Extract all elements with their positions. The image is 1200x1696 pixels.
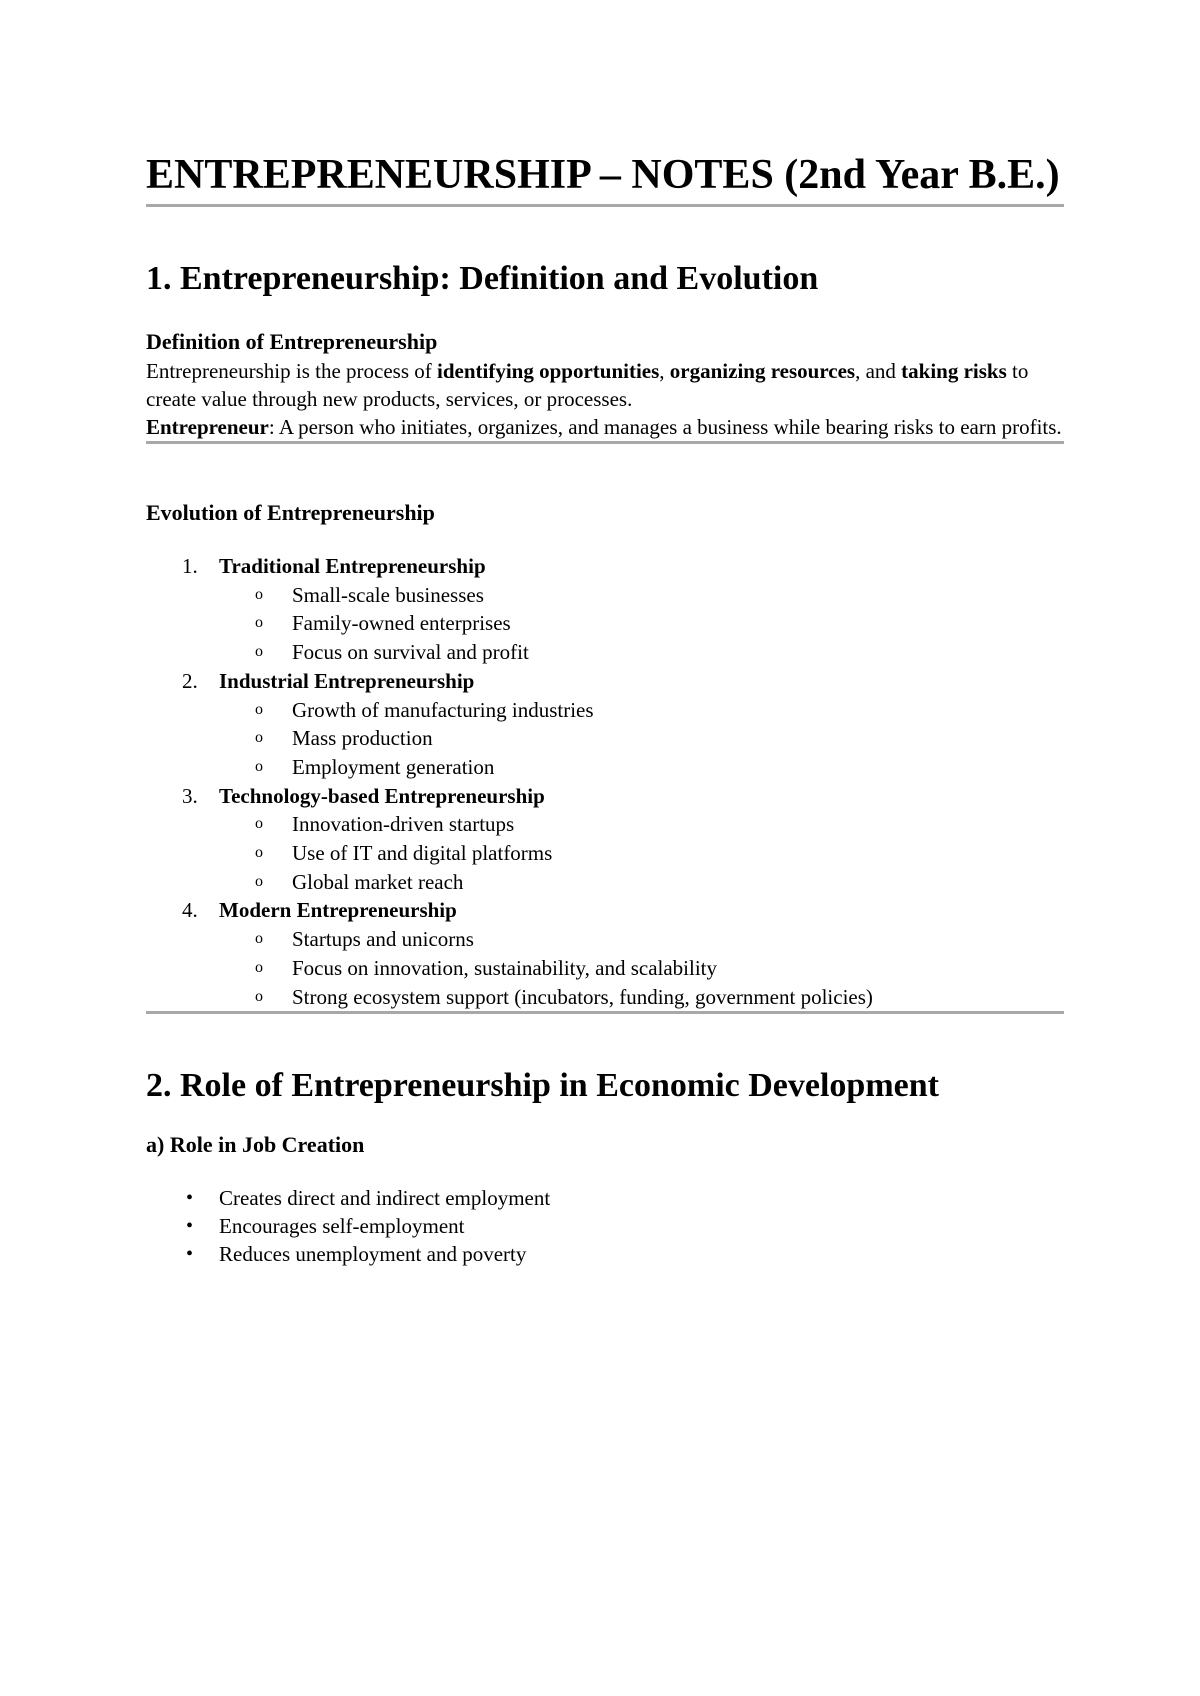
entrepreneur-term: Entrepreneur <box>146 415 269 439</box>
bullet-icon: • <box>186 1243 194 1266</box>
job-point: Creates direct and indirect employment <box>219 1186 551 1211</box>
list-item <box>146 782 1064 897</box>
definition-heading: Definition of Entrepreneurship <box>146 329 438 354</box>
circle-bullet-icon: o <box>255 844 263 862</box>
circle-bullet-icon: o <box>255 872 263 890</box>
horizontal-rule <box>146 204 1064 207</box>
list-item <box>146 552 1064 667</box>
sub-list <box>219 810 1064 896</box>
list-item <box>146 896 1064 1011</box>
list-item <box>146 667 1064 782</box>
list-number: 4. <box>182 898 198 923</box>
sub-list <box>219 696 1064 782</box>
circle-bullet-icon: o <box>255 815 263 833</box>
list-item <box>219 753 1064 782</box>
definition-text: to create value through new products, services, or processes. <box>146 359 1029 411</box>
list-item <box>219 868 1064 897</box>
definition-bold-term: identifying opportunities <box>437 359 660 383</box>
list-number: 2. <box>182 668 198 693</box>
list-item <box>146 1212 1064 1240</box>
sub-point: Focus on survival and profit <box>292 640 529 665</box>
list-item <box>146 1240 1064 1268</box>
entrepreneur-text: : A person who initiates, organizes, and manages a business while bearing risks to earn profits. <box>268 415 1062 439</box>
sub-list <box>219 925 1064 1011</box>
horizontal-rule <box>146 441 1064 444</box>
definition-paragraph <box>146 357 1064 413</box>
job-point: Reduces unemployment and poverty <box>219 1242 527 1267</box>
list-item <box>219 810 1064 839</box>
bullet-icon: • <box>186 1215 194 1238</box>
list-item <box>219 696 1064 725</box>
document-title: ENTREPRENEURSHIP – NOTES (2nd Year B.E.) <box>146 152 1060 198</box>
sub-point: Employment generation <box>292 754 495 779</box>
job-creation-heading: a) Role in Job Creation <box>146 1132 365 1158</box>
evolution-stage-label: Technology-based Entrepreneurship <box>219 783 545 808</box>
evolution-stage-label: Industrial Entrepreneurship <box>219 668 475 693</box>
evolution-stage-label: Modern Entrepreneurship <box>219 898 457 923</box>
list-item <box>219 839 1064 868</box>
list-item <box>219 609 1064 638</box>
sub-point: Use of IT and digital platforms <box>292 841 553 866</box>
list-item <box>219 638 1064 667</box>
list-item <box>219 983 1064 1012</box>
list-number: 3. <box>182 783 198 808</box>
evolution-list <box>146 552 1064 1011</box>
sub-point: Mass production <box>292 726 433 751</box>
definition-text: , and <box>855 359 902 383</box>
circle-bullet-icon: o <box>255 700 263 718</box>
circle-bullet-icon: o <box>255 614 263 632</box>
entrepreneur-paragraph <box>146 413 1064 441</box>
section-heading-definition-evolution: 1. Entrepreneurship: Definition and Evolution <box>146 260 819 297</box>
list-item <box>219 925 1064 954</box>
definition-bold-term: taking risks <box>901 359 1007 383</box>
job-point: Encourages self-employment <box>219 1214 465 1239</box>
sub-point: Growth of manufacturing industries <box>292 697 594 722</box>
definition-text: , <box>659 359 670 383</box>
sub-point: Small-scale businesses <box>292 582 484 607</box>
sub-point: Strong ecosystem support (incubators, funding, government policies) <box>292 984 873 1009</box>
sub-point: Innovation-driven startups <box>292 812 515 837</box>
sub-point: Global market reach <box>292 869 464 894</box>
list-item <box>146 1184 1064 1212</box>
definition-bold-term: organizing resources <box>669 359 856 383</box>
circle-bullet-icon: o <box>255 729 263 747</box>
list-item <box>219 954 1064 983</box>
evolution-stage-label: Traditional Entrepreneurship <box>219 554 486 578</box>
bullet-icon: • <box>186 1187 194 1210</box>
list-item <box>219 724 1064 753</box>
circle-bullet-icon: o <box>255 585 263 603</box>
definition-text: Entrepreneurship is the process of <box>146 359 437 383</box>
horizontal-rule <box>146 1011 1064 1014</box>
sub-point: Family-owned enterprises <box>292 611 511 636</box>
circle-bullet-icon: o <box>255 643 263 661</box>
sub-list <box>219 581 1064 667</box>
list-item <box>219 581 1064 610</box>
sub-point: Startups and unicorns <box>292 927 474 952</box>
circle-bullet-icon: o <box>255 757 263 775</box>
circle-bullet-icon: o <box>255 958 263 976</box>
section-heading-economic-development: 2. Role of Entrepreneurship in Economic Development <box>146 1067 939 1105</box>
sub-point: Focus on innovation, sustainability, and scalability <box>292 955 718 980</box>
evolution-heading: Evolution of Entrepreneurship <box>146 500 435 525</box>
circle-bullet-icon: o <box>255 987 263 1005</box>
job-creation-list <box>146 1184 1064 1268</box>
circle-bullet-icon: o <box>255 930 263 948</box>
list-number: 1. <box>182 554 198 578</box>
document-page <box>146 0 1064 1268</box>
